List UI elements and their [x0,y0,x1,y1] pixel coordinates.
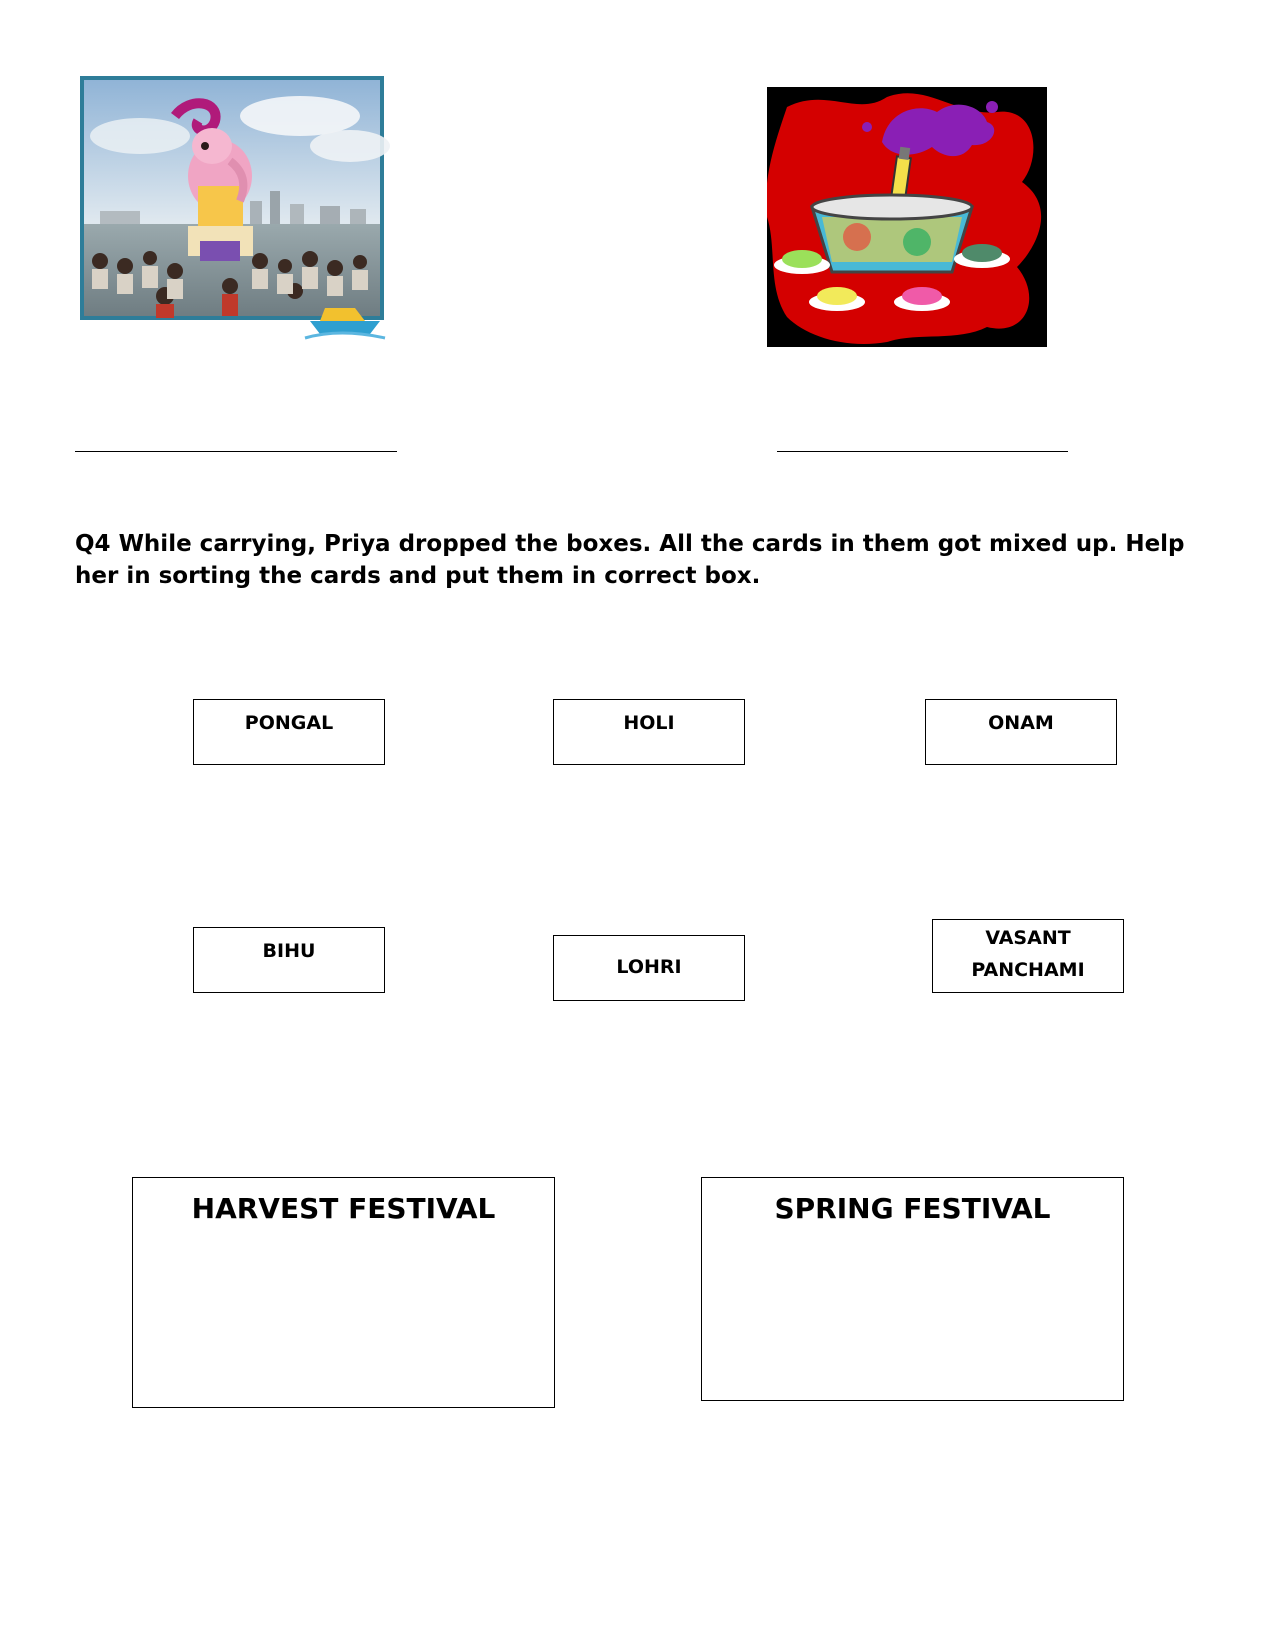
card-pongal[interactable]: PONGAL [193,699,385,765]
card-bihu[interactable]: BIHU [193,927,385,993]
answer-line-1[interactable] [75,451,397,452]
holi-colours-picture [767,87,1047,347]
question-text: Q4 While carrying, Priya dropped the boxes. All the cards in them got mixed up. Help her in sorting the cards and put them in correct box. [75,531,1185,589]
holi-colours-image [767,87,1047,347]
ganesh-immersion-picture [80,76,390,341]
card-vasant-panchami[interactable] [932,919,1124,993]
card-lohri[interactable]: LOHRI [553,935,745,1001]
card-onam[interactable]: ONAM [925,699,1117,765]
ganesh-immersion-image [80,76,390,341]
card-vasant-line1: VASANT [985,927,1071,949]
harvest-festival-title: HARVEST FESTIVAL [191,1192,496,1225]
spring-festival-title: SPRING FESTIVAL [774,1192,1051,1225]
answer-line-2[interactable] [777,451,1068,452]
card-vasant-line2: PANCHAMI [971,959,1085,981]
card-holi[interactable]: HOLI [553,699,745,765]
harvest-festival-box[interactable] [132,1177,555,1408]
spring-festival-box[interactable] [701,1177,1124,1401]
